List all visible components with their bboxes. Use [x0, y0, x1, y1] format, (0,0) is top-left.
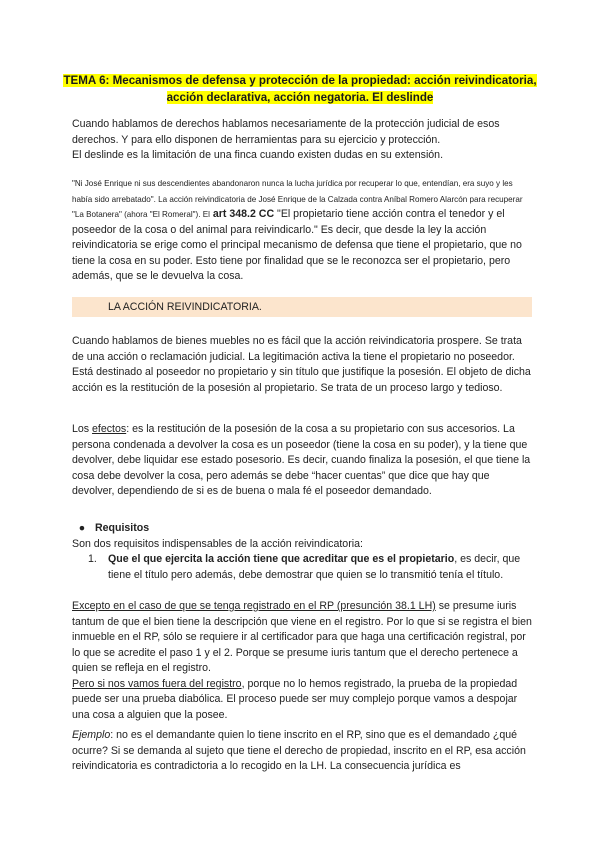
- article-reference: art 348.2 CC: [212, 208, 275, 220]
- item-bold-text: Que el que ejercita la acción tiene que acreditar que es el propietario: [108, 553, 455, 565]
- excepto-text: se presume iuris tantum de que el bien tiene la descripción que viene en el registro. Por lo que si se registra el bien inmueble en el RP, sólo se requiere ir al certificador para que haga una certificación registral, por lo que se acredite el paso 1 y el 2. Porque se presume iuris tantum que el derecho pertenece a quien se refleja en el registro.: [72, 600, 532, 674]
- requisitos-intro: Son dos requisitos indispensables de la acción reivindicatoria:: [72, 537, 363, 550]
- excepto-underlined: Excepto en el caso de que se tenga registrado en el RP (presunción 38.1 LH): [72, 600, 436, 612]
- ejemplo-text: : no es el demandante quien lo tiene inscrito en el RP, sino que es el demandado ¿qué ocurre? Si se demanda al sujeto que tiene el derecho de propiedad, inscrito en el RP, esa acción reivindicatoria es contradictoria a lo recogido en la LH. La consecuencia jurídica es: [72, 729, 526, 772]
- intro-text-1: Cuando hablamos de derechos hablamos necesariamente de la protección judicial de esos derechos. Y para ello disponen de herramientas para su ejercicio y protección.: [72, 118, 500, 146]
- item-rest-text: , es decir, que tiene el título pero además, debe demostrar que quien se lo transmitió tenía el título.: [108, 553, 521, 581]
- title-line-1: TEMA 6: Mecanismos de defensa y protección de la propiedad: acción reivindicatoria,: [63, 74, 537, 87]
- article-text: "El propietario tiene acción contra el tenedor y el poseedor de la cosa o del animal para reivindicarlo." Es decir, que desde la ley la acción reivindicatoria se erige como el principal mecanismo de defensa que tiene el propietario, que no tiene la cosa en su poder. Esto tiene por finalidad que se le reconozca ser el propietario, pero además, que se le devuelva la cosa.: [72, 208, 522, 282]
- requisitos-block: [72, 521, 532, 552]
- effects-label: efectos: [92, 423, 127, 435]
- requisitos-label: Requisitos: [94, 522, 150, 534]
- section-paragraph-1: [72, 334, 532, 396]
- fuera-text: , porque no lo hemos registrado, la prueba de la propiedad puede ser una prueba diabólica. El proceso puede ser muy complejo porque vamos a despojar una cosa a alguien que la posee.: [72, 677, 518, 721]
- ejemplo-paragraph: [72, 728, 532, 775]
- title-line-2: acción declarativa, acción negatoria. El deslinde: [166, 91, 434, 104]
- quote-paragraph: [72, 176, 532, 285]
- section-heading: [72, 297, 532, 317]
- effects-prefix: Los: [72, 423, 93, 435]
- section-heading-text: LA ACCIÓN REIVINDICATORIA.: [108, 301, 262, 313]
- intro-text-2: El deslinde es la limitación de una finca cuando existen dudas en su extensión.: [72, 149, 444, 161]
- effects-paragraph: [72, 422, 532, 500]
- excepto-paragraph: [72, 599, 532, 723]
- effects-text: : es la restitución de la posesión de la cosa a su propietario con sus accesorios. La persona condenada a devolver la cosa es un poseedor (tiene la cosa en su poder), y la tiene que devolver, debe liquidar ese estado posesorio. Es decir, cuando finaliza la posesión, el que tiene la cosa debe devolver la cosa, pero además se debe “hacer cuentas” que dice que hay que devolver, dependiendo de si es de buena o mala fé el poseedor demandado.: [72, 423, 531, 497]
- quote-text: "Ni José Enrique ni sus descendientes abandonaron nunca la lucha jurídica por recuperar lo que, entendían, era suyo y les había sido arrebatado". La acción reivindicatoria de José Enrique de la Calzada contra Aníbal Romero Alarcón para recuperar "La Botanera" (ahora "El Romeral"). El: [72, 179, 523, 219]
- section-text-1: Cuando hablamos de bienes muebles no es fácil que la acción reivindicatoria prospere. Se trata de una acción o reclamación judicial. La legitimación activa la tiene el propietario no poseedor. Está destinado al poseedor no propietario y sin título que justifique la posesión. El objeto de dicha acción es la restitución de la posesión al propietario. Se trata de un proceso largo y tedioso.: [72, 335, 531, 394]
- ejemplo-label: Ejemplo: [72, 729, 111, 741]
- bullet-icon: ●: [78, 522, 86, 534]
- intro-paragraph: [72, 117, 532, 164]
- item-number: 1.: [88, 553, 97, 565]
- item-text: [108, 552, 524, 583]
- requisitos-heading: [72, 521, 532, 537]
- requisito-item-1: [88, 552, 524, 583]
- fuera-underlined: Pero si nos vamos fuera del registro: [72, 677, 242, 690]
- page-title: [60, 72, 540, 106]
